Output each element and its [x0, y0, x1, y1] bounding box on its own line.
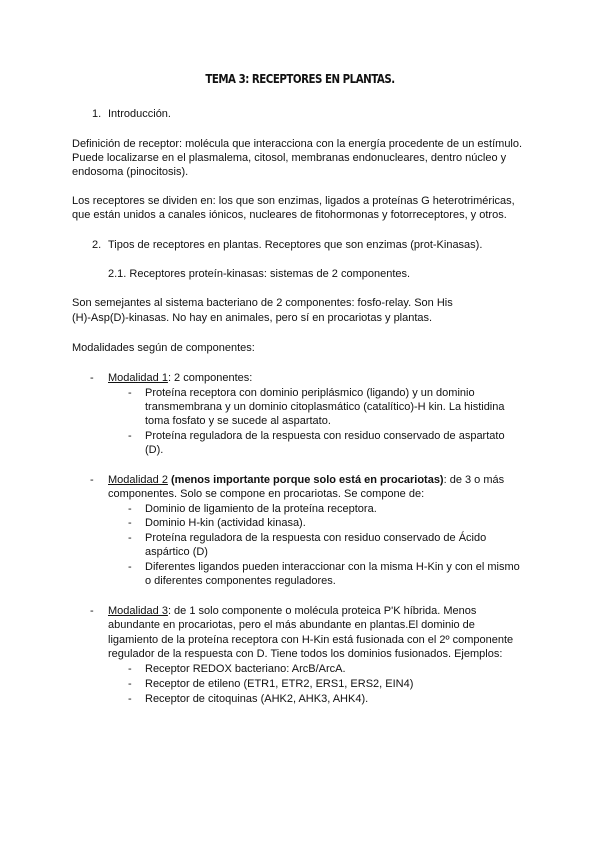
mod1-item-2-line-2: (D).	[145, 444, 164, 456]
definition-line-1: Definición de receptor: molécula que interacciona con la energía procedente de un estímulo.	[72, 138, 523, 150]
mod3-heading	[108, 604, 476, 619]
mod1-item-2-line-1: Proteína reguladora de la respuesta con residuo conservado de aspartato	[145, 430, 505, 442]
mod1-rest: : 2 componentes:	[167, 372, 253, 384]
mod2-bold-note: (menos importante porque solo está en procariotas)	[167, 474, 444, 486]
mod2-heading	[108, 473, 504, 488]
section21-heading: 2.1. Receptores proteín-kinasas: sistemas de 2 componentes.	[108, 268, 411, 280]
definition-line-2: Puede localizarse en el plasmalema, citosol, membranas endonucleares, dentro núcleo y	[72, 152, 507, 164]
mod2-item-1-line-1: Dominio de ligamiento de la proteína receptora.	[145, 503, 377, 515]
mod1-heading	[108, 371, 252, 386]
mod2-label: Modalidad 2	[108, 474, 168, 486]
modalities-heading: Modalidades según de componentes:	[72, 342, 255, 354]
mod3-label: Modalidad 3	[108, 605, 168, 617]
mod3-line-2: abundante en procariotas, pero el más abundante en plantas.El dominio de	[108, 619, 475, 631]
mod2-item-4-bullet: -	[128, 561, 132, 573]
mod3-rest: : de 1 solo componente o molécula proteica P'K híbrida. Menos	[167, 605, 477, 617]
mod3-item-3-bullet: -	[128, 693, 132, 705]
mod3-line-4: regulador de la respuesta con D. Tiene todos los dominios fusionados. Ejemplos:	[108, 648, 503, 660]
division-line-1: Los receptores se dividen en: los que son enzimas, ligados a proteínas G heterotriméricas,	[72, 195, 515, 207]
mod2-item-4-line-2: o diferentes componentes reguladores.	[145, 575, 336, 587]
intro-heading: Introducción.	[108, 108, 171, 120]
mod2-item-4-line-1: Diferentes ligandos pueden interaccionar con la misma H-Kin y con el mismo	[145, 561, 520, 573]
mod3-bullet: -	[90, 605, 94, 617]
mod3-line-3: ligamiento de la proteína receptora con H-Kin está fusionada con el 2º componente	[108, 634, 514, 646]
mod2-item-2-bullet: -	[128, 517, 132, 529]
mod3-item-2-bullet: -	[128, 678, 132, 690]
mod2-bullet: -	[90, 474, 94, 486]
section2-number: 2.	[92, 239, 102, 251]
mod1-item-1-line-2: transmembrana y un dominio citoplasmático (catalítico)-H kin. La histidina	[145, 401, 505, 413]
mod1-label: Modalidad 1	[108, 372, 168, 384]
mod2-item-3-bullet: -	[128, 532, 132, 544]
mod1-item-2-bullet: -	[128, 430, 132, 442]
mod1-bullet: -	[90, 372, 94, 384]
section2-heading: Tipos de receptores en plantas. Receptores que son enzimas (prot-Kinasas).	[108, 239, 483, 251]
division-line-2: que están unidos a canales iónicos, nucleares de fitohormonas y fotorreceptores, y otros.	[72, 209, 507, 221]
mod2-item-3-line-2: aspártico (D)	[145, 546, 208, 558]
mod1-item-1-line-3: toma fosfato y se sucede al aspartato.	[145, 415, 331, 427]
similar-line-2: (H)-Asp(D)-kinasas. No hay en animales, pero sí en procariotas y plantas.	[72, 312, 433, 324]
mod3-item-1-line-1: Receptor REDOX bacteriano: ArcB/ArcA.	[145, 663, 346, 675]
mod3-item-2-line-1: Receptor de etileno (ETR1, ETR2, ERS1, ERS2, EIN4)	[145, 678, 414, 690]
mod3-item-1-bullet: -	[128, 663, 132, 675]
similar-line-1: Son semejantes al sistema bacteriano de 2 componentes: fosfo-relay. Son His	[72, 297, 453, 309]
mod1-item-1-bullet: -	[128, 387, 132, 399]
mod1-item-1-line-1: Proteína receptora con dominio periplásmico (ligando) y un dominio	[145, 387, 475, 399]
mod2-rest: : de 3 o más	[443, 474, 505, 486]
mod2-item-1-bullet: -	[128, 503, 132, 515]
mod2-item-2-line-1: Dominio H-kin (actividad kinasa).	[145, 517, 306, 529]
mod2-line-2: componentes. Solo se compone en procariotas. Se compone de:	[108, 488, 425, 500]
mod3-item-3-line-1: Receptor de citoquinas (AHK2, AHK3, AHK4).	[145, 693, 369, 705]
page-title: TEMA 3: RECEPTORES EN PLANTAS.	[205, 71, 395, 86]
definition-line-3: endosoma (pinocitosis).	[72, 166, 189, 178]
mod2-item-3-line-1: Proteína reguladora de la respuesta con residuo conservado de Ácido	[145, 532, 487, 544]
intro-number: 1.	[92, 108, 102, 120]
